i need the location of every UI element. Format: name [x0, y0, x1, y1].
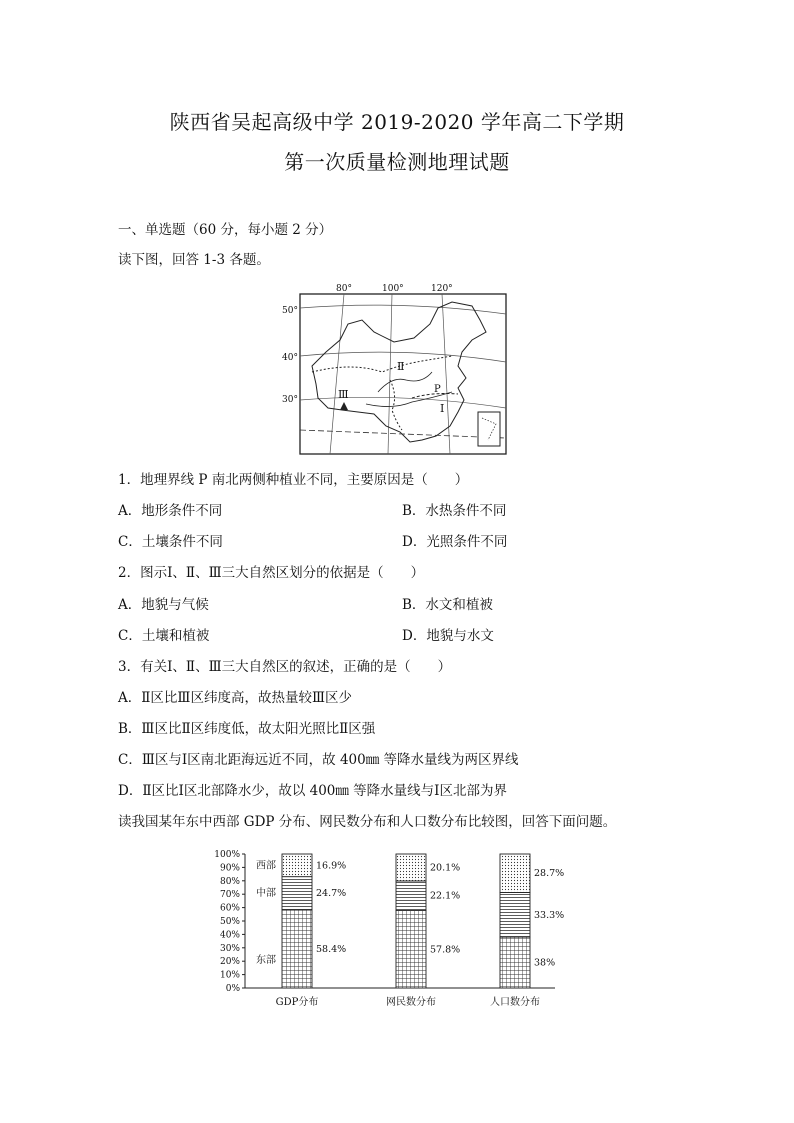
q3-option-d: D．Ⅱ区比Ⅰ区北部降水少，故以 400㎜ 等降水量线与Ⅰ区北部为界 — [118, 783, 508, 799]
y-tick-label: 20% — [219, 957, 240, 968]
region-label-3: Ⅲ — [338, 388, 349, 401]
q3-option-a: A．Ⅱ区比Ⅲ区纬度高，故热量较Ⅲ区少 — [118, 690, 352, 706]
china-map-figure — [282, 280, 512, 460]
q1-stem: 1．地理界线 P 南北两侧种植业不同，主要原因是（ ） — [118, 472, 469, 488]
y-tick-label: 10% — [219, 970, 240, 981]
lat-label-40: 40° — [282, 353, 298, 363]
q2-option-d: D．地貌与水文 — [402, 628, 494, 644]
q1-option-b: B．水热条件不同 — [402, 503, 507, 519]
series-name-label: 东部 — [256, 954, 276, 966]
bar-segment-中部-0 — [282, 877, 312, 910]
bar-segment-东部-2 — [500, 937, 530, 988]
data-label: 16.9% — [316, 860, 347, 872]
bar-segment-西部-0 — [282, 854, 312, 877]
region-boundary-400mm — [312, 356, 452, 372]
bar-segment-西部-2 — [500, 854, 530, 892]
paper-title-line1: 陕西省吴起高级中学 2019-2020 学年高二下学期 — [169, 110, 625, 134]
series-name-label: 西部 — [256, 860, 276, 872]
y-tick-label: 30% — [219, 943, 240, 954]
q2-stem: 2．图示Ⅰ、Ⅱ、Ⅲ三大自然区划分的依据是（ ） — [118, 565, 425, 581]
chart-bars-group — [282, 854, 530, 988]
data-label: 38% — [534, 957, 556, 969]
lon-label-100: 100° — [382, 284, 404, 294]
y-tick-label: 90% — [219, 863, 240, 874]
y-tick-label: 0% — [225, 984, 240, 994]
paper-title-line2: 第一次质量检测地理试题 — [284, 150, 510, 174]
lat-label-50: 50° — [282, 306, 298, 316]
question-intro-map: 读下图，回答 1-3 各题。 — [118, 252, 270, 268]
mountain-peak-marker — [340, 402, 348, 410]
category-label: GDP分布 — [275, 997, 319, 1008]
series-name-label: 中部 — [256, 888, 276, 900]
bar-segment-西部-1 — [396, 854, 426, 881]
lon-label-120: 120° — [431, 284, 453, 294]
section-heading: 一、单选题（60 分，每小题 2 分） — [118, 222, 333, 238]
y-tick-label: 40% — [219, 930, 240, 941]
y-tick-label: 60% — [219, 903, 240, 914]
q3-stem: 3．有关Ⅰ、Ⅱ、Ⅲ三大自然区的叙述，正确的是（ ） — [118, 659, 452, 675]
map-frame — [300, 294, 506, 454]
y-tick-label: 70% — [219, 890, 240, 901]
question-intro-chart: 读我国某年东中西部 GDP 分布、网民数分布和人口数分布比较图，回答下面问题。 — [118, 814, 617, 830]
data-label: 22.1% — [430, 890, 461, 902]
tropic-line — [300, 430, 506, 438]
lon-label-80: 80° — [336, 284, 352, 294]
yellow-river — [378, 372, 432, 392]
lat-label-30: 30° — [282, 395, 298, 405]
q2-option-b: B．水文和植被 — [402, 597, 493, 613]
q3-option-b: B．Ⅲ区比Ⅱ区纬度低，故太阳光照比Ⅱ区强 — [118, 721, 376, 737]
q1-option-a: A．地形条件不同 — [118, 503, 223, 519]
data-label: 58.4% — [316, 943, 347, 955]
data-label: 33.3% — [534, 909, 565, 921]
q2-option-a: A．地貌与气候 — [118, 597, 209, 613]
q2-option-c: C．土壤和植被 — [118, 628, 210, 644]
y-tick-label: 80% — [219, 876, 240, 887]
category-label: 人口数分布 — [490, 997, 540, 1008]
q1-option-c: C．土壤条件不同 — [118, 534, 223, 550]
q1-option-d: D．光照条件不同 — [402, 534, 508, 550]
data-label: 28.7% — [534, 868, 565, 880]
bar-segment-东部-1 — [396, 911, 426, 988]
bar-segment-中部-1 — [396, 881, 426, 911]
map-graticule — [300, 294, 506, 454]
category-label: 网民数分布 — [386, 997, 436, 1008]
data-label: 57.8% — [430, 944, 461, 956]
data-label: 20.1% — [430, 862, 461, 874]
q3-option-c: C．Ⅲ区与Ⅰ区南北距海远近不同，故 400㎜ 等降水量线为两区界线 — [118, 752, 519, 768]
y-tick-label: 50% — [219, 917, 240, 927]
bar-segment-中部-2 — [500, 892, 530, 937]
data-label: 24.7% — [316, 888, 347, 900]
region-label-1: Ⅰ — [440, 402, 445, 415]
y-tick-label: 100% — [214, 850, 240, 860]
region-label-2: Ⅱ — [397, 360, 405, 373]
south-china-sea-inset — [478, 412, 500, 446]
boundary-label-p: P — [434, 384, 441, 395]
distribution-bar-chart — [210, 846, 590, 1011]
bar-segment-东部-0 — [282, 910, 312, 988]
